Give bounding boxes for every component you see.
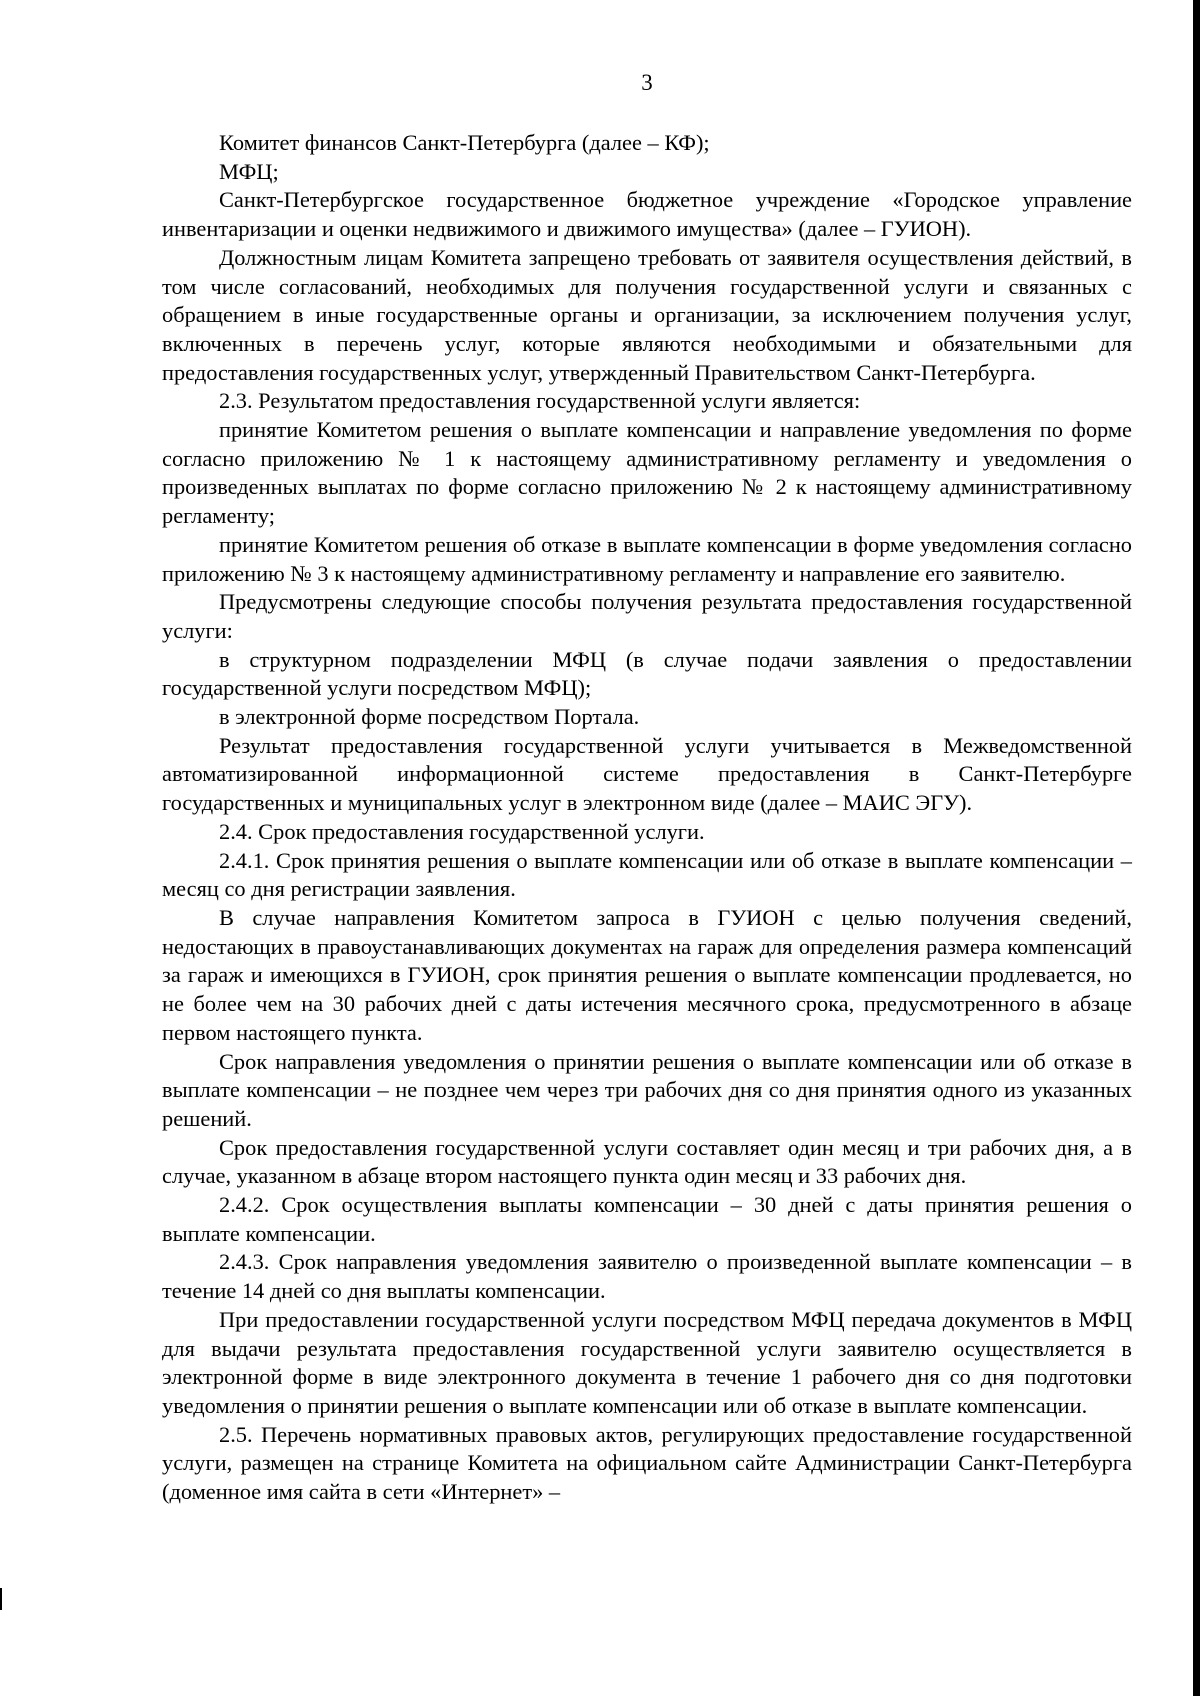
paragraph: 2.4.3. Срок направления уведомления заявителю о произведенной выплате компенсации – в течение 14 дней со дня выплаты компенсации. bbox=[162, 1249, 1132, 1304]
paragraph: Результат предоставления государственной услуги учитывается в Межведомственной автоматизированной информационной системе предоставления в Санкт-Петербурге государственных и муниципальных услуг в электронном виде (далее – МАИС ЭГУ). bbox=[162, 732, 1132, 816]
paragraph: 2.4.1. Срок принятия решения о выплате компенсации или об отказе в выплате компенсации – месяц со дня регистрации заявления. bbox=[162, 847, 1132, 902]
paragraph: в электронной форме посредством Портала. bbox=[219, 704, 640, 730]
paragraph: 2.4.2. Срок осуществления выплаты компенсации – 30 дней с даты принятия решения о выплате компенсации. bbox=[162, 1192, 1132, 1246]
section-heading: 2.3. Результатом предоставления государственной услуги является: bbox=[219, 388, 861, 414]
scan-mark bbox=[0, 1588, 2, 1610]
paragraph: В случае направления Комитетом запроса в ГУИОН с целью получения сведений, недостающих в правоустанавливающих документах на гараж для определения размера компенсаций за гараж и имеющихся в ГУИОН, срок принятия решения о выплате компенсации продлевается, но не более чем на 30 рабочих дней с даты истечения месячного срока, предусмотренного в абзаце первом настоящего пункта. bbox=[162, 904, 1132, 1045]
paragraph: Срок направления уведомления о принятии решения о выплате компенсации или об отказе в выплате компенсации – не позднее чем через три рабочих дня со дня принятия одного из указанных решений. bbox=[162, 1048, 1132, 1131]
paragraph: в структурном подразделении МФЦ (в случае подачи заявления о предоставлении государственной услуги посредством МФЦ); bbox=[162, 646, 1132, 701]
scan-border bbox=[1193, 0, 1200, 1696]
paragraph: Санкт-Петербургское государственное бюджетное учреждение «Городское управление инвентаризации и оценки недвижимого и движимого имущества» (далее – ГУИОН). bbox=[162, 187, 1132, 242]
paragraph: 2.5. Перечень нормативных правовых актов, регулирующих предоставление государственной услуги, размещен на странице Комитета на официальном сайте Администрации Санкт-Петербурга (доменное имя сайта в сети «Интернет» – bbox=[162, 1421, 1132, 1505]
paragraph: При предоставлении государственной услуги посредством МФЦ передача документов в МФЦ для выдачи результата предоставления государственной услуги заявителю осуществляется в электронной форме в виде электронного документа в течение 1 рабочего дня со дня подготовки уведомления о принятии решения о выплате компенсации или об отказе в выплате компенсации. bbox=[162, 1306, 1132, 1418]
paragraph: Комитет финансов Санкт-Петербурга (далее – КФ); bbox=[219, 130, 710, 155]
paragraph: принятие Комитетом решения об отказе в выплате компенсации в форме уведомления согласно приложению № 3 к настоящему административному регламенту и направление его заявителю. bbox=[162, 531, 1132, 586]
page-number: 3 bbox=[641, 70, 653, 95]
paragraph: Должностным лицам Комитета запрещено требовать от заявителя осуществления действий, в том числе согласований, необходимых для получения государственной услуги и связанных с обращением в иные государственные органы и организации, за исключением получения услуг, включенных в перечень услуг, которые являются необходимыми и обязательными для предоставления государственных услуг, утвержденный Правительством Санкт-Петербурга. bbox=[162, 244, 1132, 385]
paragraph: Предусмотрены следующие способы получения результата предоставления государственной услуги: bbox=[162, 589, 1132, 643]
section-heading: 2.4. Срок предоставления государственной услуги. bbox=[219, 818, 705, 844]
paragraph: принятие Комитетом решения о выплате компенсации и направление уведомления по форме согласно приложению № 1 к настоящему административному регламенту и уведомления о произведенных выплатах по форме согласно приложению № 2 к настоящему административному регламенту; bbox=[162, 417, 1132, 529]
document-body bbox=[162, 129, 1132, 1507]
paragraph: МФЦ; bbox=[219, 158, 279, 184]
paragraph: Срок предоставления государственной услуги составляет один месяц и три рабочих дня, а в случае, указанном в абзаце втором настоящего пункта один месяц и 33 рабочих дня. bbox=[162, 1134, 1132, 1189]
